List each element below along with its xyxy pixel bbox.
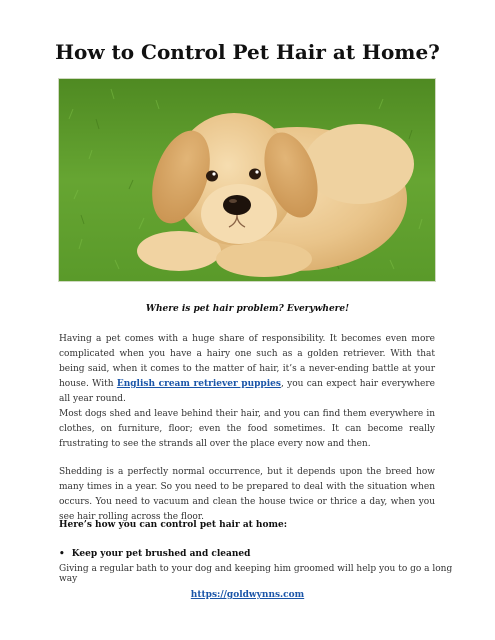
cleaning-paragraph: Shedding is a perfectly normal occurrence, but it depends upon the breed how many times in a year. So you need to be prepared to deal with the situation when occurs. You need to vacuum and clean the house twice or thrice a day, when you see hair rolling across the floor. — [59, 467, 435, 522]
bullet-title: Keep your pet brushed and cleaned — [71, 549, 251, 559]
section-heading: Here’s how you can control pet hair at home: — [59, 520, 288, 530]
bullet-marker: • — [59, 549, 65, 559]
intro-text-after: , you can expect hair everywhere all year round. — [59, 379, 435, 404]
page-title: How to Control Pet Hair at Home? — [55, 40, 440, 64]
bullet-description: Giving a regular bath to your dog and keeping him groomed will help you to go a long way — [59, 564, 453, 584]
shedding-paragraph: Most dogs shed and leave behind their hair, and you can find them everywhere in clothes, on furniture, floor; even the food sometimes. It can become really frustrating to see the strands all over the place every now and then. — [59, 409, 435, 449]
bullet-item — [59, 549, 250, 559]
intro-paragraph — [59, 332, 435, 407]
footer-website-link[interactable]: https://goldwynns.com — [190, 590, 305, 600]
english-cream-retriever-puppies-link[interactable]: English cream retriever puppies — [116, 379, 281, 389]
intro-text-before: Having a pet comes with a huge share of responsibility. It becomes even more complicated when you have a hairy one such as a golden retriever. With that being said, when it comes to the matter of hair, it’s a never-ending battle at your house. With — [59, 334, 435, 389]
image-caption: Where is pet hair problem? Everywhere! — [145, 304, 350, 314]
golden-retriever-puppy-photo — [58, 78, 436, 282]
